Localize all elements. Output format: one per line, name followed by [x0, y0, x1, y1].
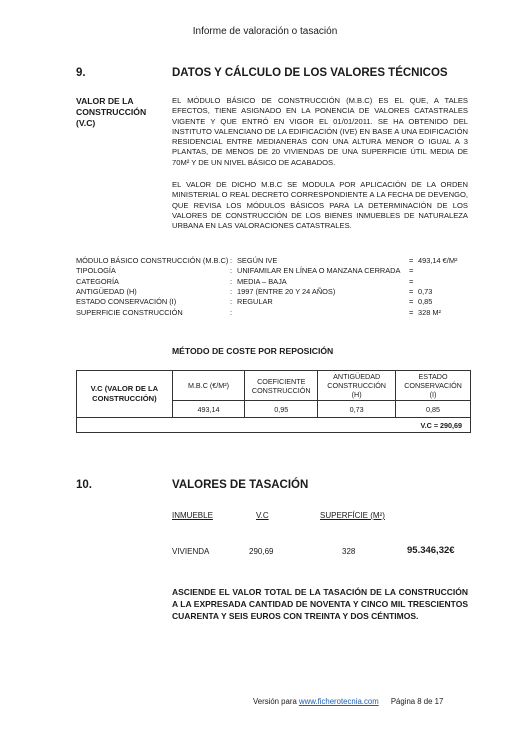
footer-link[interactable]: www.ficherotecnia.com: [298, 697, 379, 706]
spec-sep: :: [230, 297, 233, 307]
side-label-line: CONSTRUCCIÓN: [76, 107, 147, 117]
spec-eq: =: [409, 297, 414, 307]
spec-desc: REGULAR: [237, 297, 273, 307]
side-label-line: VALOR DE LA: [76, 96, 134, 106]
spec-desc: MEDIA – BAJA: [237, 276, 287, 286]
spec-desc: SEGÚN IVE: [237, 256, 278, 265]
tasacion-inmueble: VIVIENDA: [172, 547, 210, 556]
spec-sep: :: [230, 276, 233, 286]
page-number: Página 8 de 17: [390, 697, 444, 706]
spec-eq: =: [409, 266, 414, 276]
spec-value: 0,85: [418, 297, 433, 307]
paragraph-mbc: EL MÓDULO BÁSICO DE CONSTRUCCIÓN (M.B.C) ES EL QUE, A TALES EFECTOS, TIENE ASIGNADO EN LA PONENCIA DE VALORES CATASTRALES VIGENTE Y QUE ENTRÓ EN VIGOR EL 01/01/2011. SE HA OBTENIDO DEL INSTITUTO VALENCIANO DE LA EDIFICACIÓN (IVE) EN BASE A UNA EDIFICACIÓN RESIDENCIAL ENTRE MEDIANERAS CON UNA ALTURA MENOR O IGUAL A 3 PLANTAS, DE MENOS DE 20 VIVIENDAS DE UNA SUPERFICIE ÚTIL MEDIA DE 70M² Y DE UN NIVEL BÁSICO DE ACABADOS.: [172, 96, 468, 167]
spec-sep: :: [230, 266, 233, 276]
table-cell: 0,85: [396, 401, 471, 418]
spec-row: [76, 297, 476, 307]
section-number: 10.: [76, 479, 92, 491]
table-cell: 493,14: [172, 401, 244, 418]
table-header: ESTADO CONSERVACIÓN (I): [396, 371, 471, 401]
spec-sep: :: [230, 256, 233, 265]
section-title: DATOS Y CÁLCULO DE LOS VALORES TÉCNICOS: [172, 67, 448, 79]
column-header-superficie: SUPERFÍCIE (M²): [320, 511, 385, 520]
table-header: COEFICIENTE CONSTRUCCIÓN: [245, 371, 318, 401]
spec-sep: :: [230, 307, 233, 317]
spec-value: 0,73: [418, 286, 433, 296]
section-title: VALORES DE TASACIÓN: [172, 479, 309, 491]
spec-eq: =: [409, 276, 414, 286]
table-header: ANTIGÜEDAD CONSTRUCCIÓN (H): [318, 371, 396, 401]
spec-eq: =: [409, 286, 414, 296]
row-label: V.C (VALOR DE LA CONSTRUCCIÓN): [77, 371, 173, 418]
specs-list: [76, 256, 476, 326]
table-cell: 0,73: [318, 401, 396, 418]
spec-desc: UNIFAMILAR EN LÍNEA O MANZANA CERRADA: [237, 266, 401, 276]
table-header: M.B.C (€/M²): [172, 371, 244, 401]
page-header: Informe de valoración o tasación: [192, 26, 338, 37]
spec-eq: =: [409, 307, 414, 317]
column-header-inmueble: INMUEBLE: [172, 511, 213, 520]
spec-label: ESTADO CONSERVACIÓN (I): [76, 297, 177, 307]
spec-row: [76, 308, 476, 318]
tasacion-vc: 290,69: [249, 547, 274, 556]
spec-label: SUPERFICIE CONSTRUCCIÓN: [76, 307, 183, 317]
spec-row: [76, 277, 476, 287]
side-label: [76, 96, 156, 129]
conclusion-text: ASCIENDE EL VALOR TOTAL DE LA TASACIÓN DE LA CONSTRUCCIÓN A LA EXPRESADA CANTIDAD DE NOVENTA Y CINCO MIL TRESCIENTOS CUARENTA Y SEIS EUROS CON TREINTA Y DOS CÉNTIMOS.: [172, 587, 468, 621]
spec-row: [76, 256, 476, 266]
method-title: MÉTODO DE COSTE POR REPOSICIÓN: [172, 346, 334, 356]
spec-value: 328 M²: [418, 307, 442, 317]
spec-row: [76, 287, 476, 297]
spec-eq: =: [409, 256, 414, 265]
column-header-vc: V.C: [256, 511, 269, 520]
tasacion-total: 95.346,32€: [407, 545, 455, 556]
vc-table: [76, 370, 471, 433]
spec-sep: :: [230, 286, 233, 296]
tasacion-superficie: 328: [342, 547, 356, 556]
table-cell: 0,95: [245, 401, 318, 418]
table-total-row: [77, 418, 471, 433]
spec-label: MÓDULO BÁSICO CONSTRUCCIÓN (M.B.C): [76, 256, 229, 265]
spec-label: ANTIGÜEDAD (H): [76, 286, 137, 296]
section-number: 9.: [76, 67, 86, 79]
spec-label: CATEGORÍA: [76, 276, 119, 286]
vc-total: V.C = 290,69: [77, 418, 471, 433]
spec-label: TIPOLOGÍA: [76, 266, 116, 276]
spec-row: [76, 266, 476, 276]
footer: [253, 697, 443, 706]
footer-prefix: Versión para: [253, 697, 299, 706]
spec-value: 493,14 €/M²: [418, 256, 458, 265]
spec-desc: 1997 (ENTRE 20 Y 24 AÑOS): [237, 286, 336, 296]
table-header-row: [77, 371, 471, 401]
paragraph-modulation: EL VALOR DE DICHO M.B.C SE MODULA POR APLICACIÓN DE LA ORDEN MINISTERIAL O REAL DECRETO CORRESPONDIENTE A LA FECHA DE DEVENGO, QUE REVISA LOS MÓDULOS BÁSICOS PARA LA DETERMINACIÓN DE LOS VALORES DE CONSTRUCCIÓN DE LOS BIENES INMUEBLES DE NATURALEZA URBANA EN LAS VALORACIONES CATASTRALES.: [172, 180, 468, 231]
side-label-line: (V.C): [76, 118, 96, 128]
